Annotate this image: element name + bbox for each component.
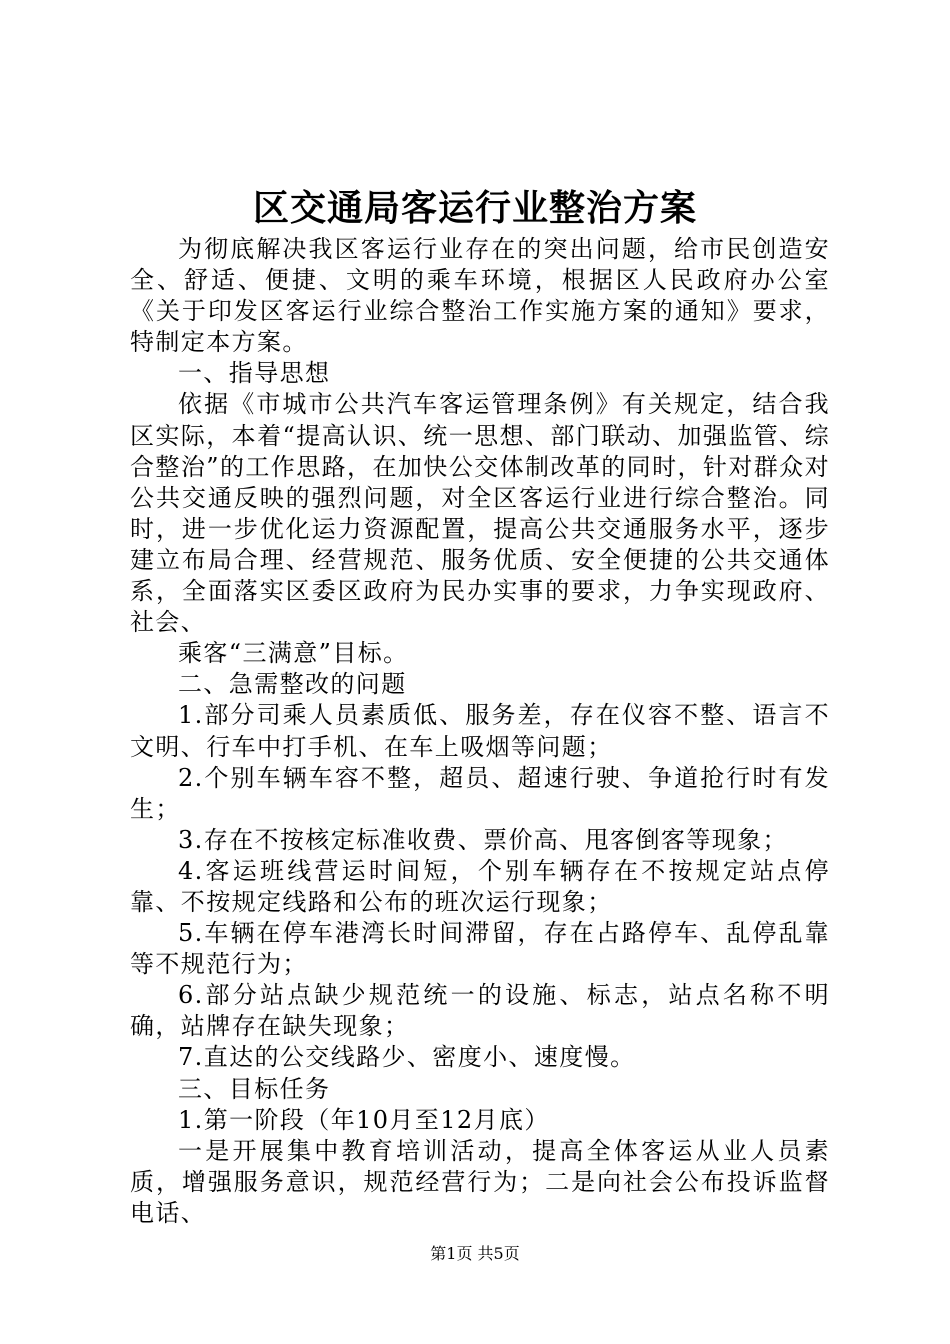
heading-goals-tasks: 三、目标任务 <box>178 1074 331 1103</box>
list-item-issue-4: 4.客运班线营运时间短，个别车辆存在不按规定站点停靠、不按规定线路和公布的班次运行现象； <box>130 856 830 916</box>
list-item-issue-5: 5.车辆在停车港湾长时间滞留，存在占路停车、乱停乱靠等不规范行为； <box>130 919 830 979</box>
paragraph-three-satisfactions: 乘客“三满意”目标。 <box>178 639 409 668</box>
list-item-issue-6: 6.部分站点缺少规范统一的设施、标志，站点名称不明确，站牌存在缺失现象； <box>130 981 830 1041</box>
list-item-issue-7: 7.直达的公交线路少、密度小、速度慢。 <box>178 1043 636 1072</box>
list-item-issue-2: 2.个别车辆车容不整，超员、超速行驶、争道抢行时有发生； <box>130 763 830 823</box>
subheading-phase-one: 1.第一阶段（年10月至12月底） <box>178 1105 550 1134</box>
list-item-issue-3: 3.存在不按核定标准收费、票价高、甩客倒客等现象； <box>178 825 788 854</box>
list-item-issue-1: 1.部分司乘人员素质低、服务差，存在仪容不整、语言不文明、行车中打手机、在车上吸烟等问题； <box>130 701 830 761</box>
heading-urgent-issues: 二、急需整改的问题 <box>178 670 407 699</box>
paragraph-guiding-thought: 依据《市城市公共汽车客运管理条例》有关规定，结合我区实际，本着“提高认识、统一思想、部门联动、加强监管、综合整治”的工作思路，在加快公交体制改革的同时，针对群众对公共交通反映的强烈问题，对全区客运行业进行综合整治。同时，进一步优化运力资源配置，提高公共交通服务水平，逐步建立布局合理、经营规范、服务优质、安全便捷的公共交通体系，全面落实区委区政府为民办实事的要求，力争实现政府、社会、 <box>130 390 830 637</box>
paragraph-intro: 为彻底解决我区客运行业存在的突出问题，给市民创造安全、舒适、便捷、文明的乘车环境，根据区人民政府办公室《关于印发区客运行业综合整治工作实施方案的通知》要求，特制定本方案。 <box>130 235 830 357</box>
heading-guiding-thought: 一、指导思想 <box>178 359 331 388</box>
document-title: 区交通局客运行业整治方案 <box>252 187 697 229</box>
document-body <box>130 234 830 1229</box>
paragraph-phase-one: 一是开展集中教育培训活动，提高全体客运从业人员素质，增强服务意识，规范经营行为；二是向社会公布投诉监督电话、 <box>130 1136 830 1227</box>
page-number-footer: 第1页 共5页 <box>430 1244 520 1263</box>
